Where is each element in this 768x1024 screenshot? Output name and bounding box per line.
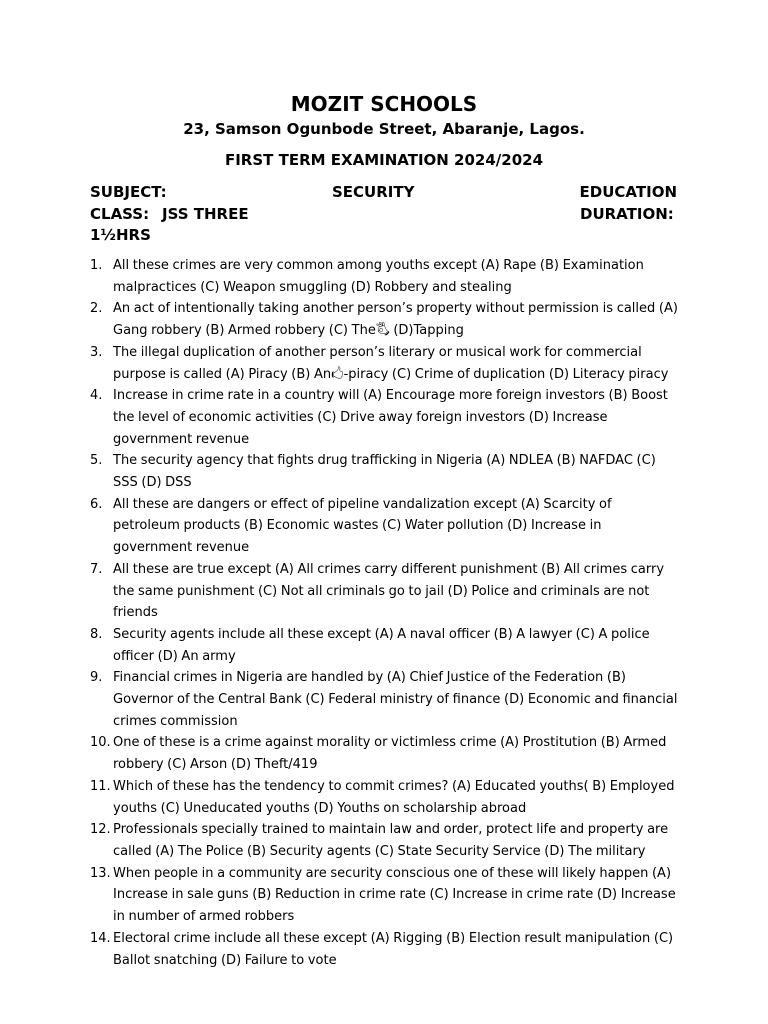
question-number: 4. <box>90 388 103 404</box>
question-number: 1. <box>90 258 103 273</box>
question-number: 3. <box>90 344 103 360</box>
question-number: 12. <box>90 822 111 838</box>
question-list <box>90 255 682 971</box>
question-number: 13. <box>90 865 111 881</box>
question-text: One of these is a crime against morality or victimless crime (A) Prostitution (B) Armed robbery (C) Arson (D) Theft/419 <box>113 735 667 773</box>
duration-value: 1½HRS <box>90 226 151 244</box>
question-text: The security agency that fights drug trafficking in Nigeria (A) NDLEA (B) NAFDAC (C) SSS (D) DSS <box>113 453 656 491</box>
question-number: 10. <box>90 735 111 751</box>
question-number: 2. <box>90 301 103 317</box>
question-text: All these crimes are very common among youths except (A) Rape (B) Examination malpractices (C) Weapon smuggling (D) Robbery and stealing <box>113 258 644 295</box>
duration-label: DURATION: <box>580 205 674 223</box>
question-item <box>90 385 682 450</box>
question-item <box>90 255 682 298</box>
question-number: 5. <box>90 453 103 469</box>
question-text: Electoral crime include all these except (A) Rigging (B) Election result manipulation (C) Ballot snatching (D) Failure to vote <box>113 930 674 968</box>
question-number: 9. <box>90 670 103 686</box>
question-text: The illegal duplication of another person’s literary or musical work for commercial purpose is called (A) Piracy (B) An🖒-piracy (C) Crime of duplication (D) Literacy piracy <box>113 344 669 382</box>
subject-label: SUBJECT: <box>90 183 167 201</box>
exam-title: FIRST TERM EXAMINATION 2024/2024 <box>224 151 544 169</box>
question-number: 14. <box>90 930 111 946</box>
subject-word-security: SECURITY <box>332 183 415 201</box>
question-item <box>90 342 682 385</box>
question-item <box>90 863 682 928</box>
question-number: 6. <box>90 496 103 512</box>
school-address: 23, Samson Ogunbode Street, Abaranje, Lagos. <box>183 120 585 138</box>
question-item <box>90 494 682 559</box>
question-item <box>90 928 682 971</box>
question-text: An act of intentionally taking another person’s property without permission is called (A) Gang robbery (B) Armed robbery (C) The🖏 (D)Tapping <box>113 301 678 339</box>
question-text: Security agents include all these except (A) A naval officer (B) A lawyer (C) A police officer (D) An army <box>113 626 650 664</box>
question-item <box>90 450 682 493</box>
question-item <box>90 776 682 819</box>
class-label: CLASS: <box>90 205 150 223</box>
question-item <box>90 559 682 624</box>
question-item <box>90 624 682 667</box>
question-text: Financial crimes in Nigeria are handled by (A) Chief Justice of the Federation (B) Governor of the Central Bank (C) Federal ministry of finance (D) Economic and financial crimes commission <box>113 670 678 729</box>
class-value: JSS THREE <box>162 205 249 223</box>
question-item <box>90 298 682 341</box>
question-text: Professionals specially trained to maintain law and order, protect life and property are called (A) The Police (B) Security agents (C) State Security Service (D) The military <box>113 822 669 859</box>
question-number: 11. <box>90 778 111 794</box>
question-item <box>90 819 682 862</box>
question-item <box>90 667 682 732</box>
question-text: Increase in crime rate in a country will (A) Encourage more foreign investors (B) Boost the level of economic activities (C) Drive away foreign investors (D) Increase government revenue <box>113 388 668 447</box>
question-text: When people in a community are security conscious one of these will likely happen (A) Increase in sale guns (B) Reduction in crime rate (C) Increase in crime rate (D) Increase in number of armed robbers <box>113 865 676 925</box>
question-text: All these are true except (A) All crimes carry different punishment (B) All crimes carry the same punishment (C) Not all criminals go to jail (D) Police and criminals are not friends <box>113 561 665 621</box>
question-text: All these are dangers or effect of pipeline vandalization except (A) Scarcity of petroleum products (B) Economic wastes (C) Water pollution (D) Increase in government revenue <box>113 496 612 556</box>
question-number: 8. <box>90 626 103 642</box>
subject-word-education: EDUCATION <box>579 183 677 201</box>
question-item <box>90 732 682 775</box>
school-name: MOZIT SCHOOLS <box>290 92 478 116</box>
question-text: Which of these has the tendency to commit crimes? (A) Educated youths( B) Employed youths (C) Uneducated youths (D) Youths on scholarship abroad <box>113 778 675 816</box>
question-number: 7. <box>90 561 103 577</box>
